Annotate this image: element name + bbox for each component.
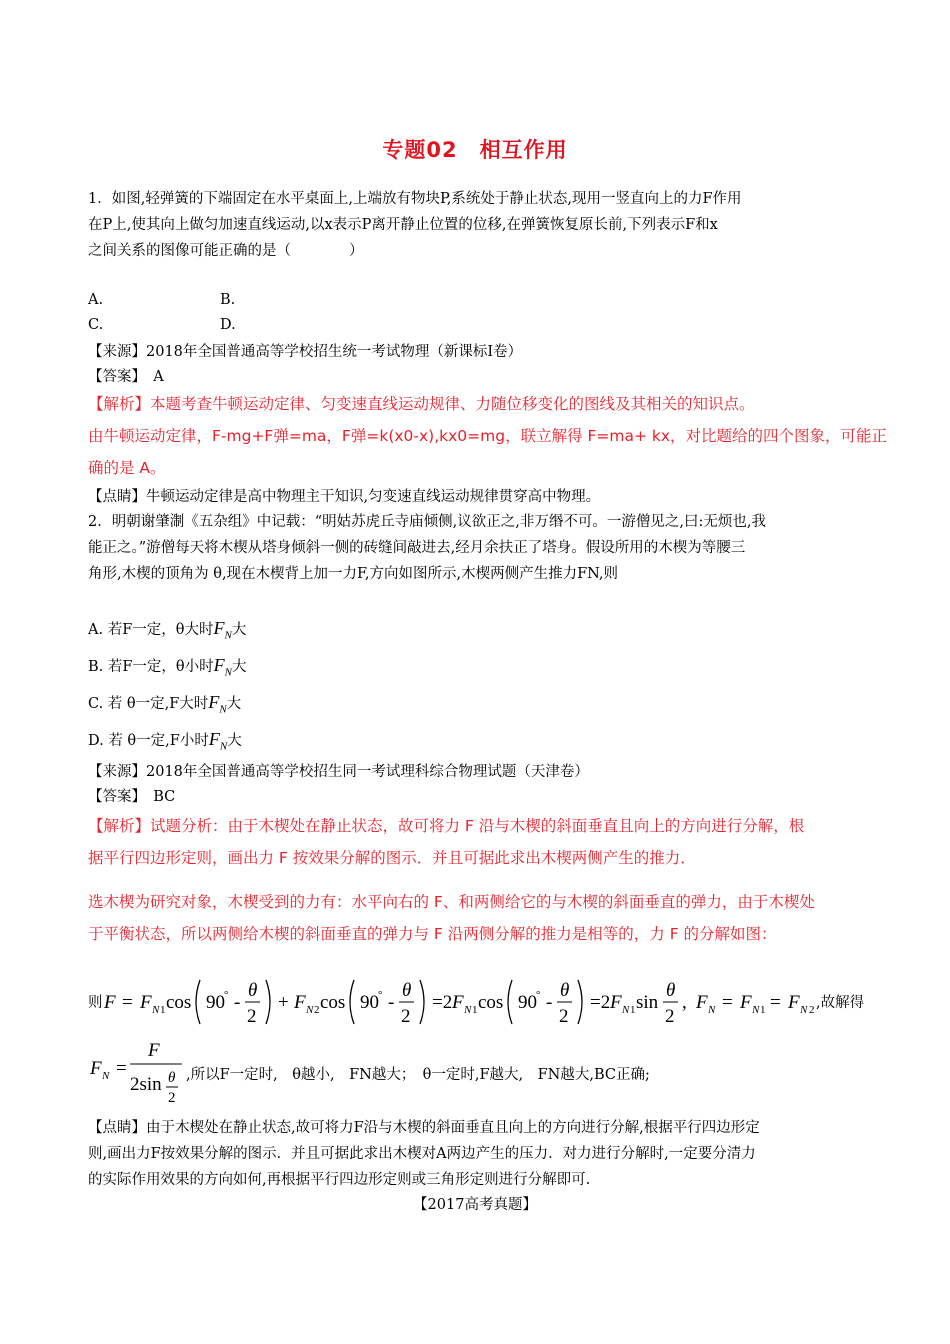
section-heading: 【2017高考真题】 (413, 1197, 537, 1213)
q2-analysis-line: 据平行四边形定则，画出力 F 按效果分解的图示．并且可据此求出木楔两侧产生的推力． (88, 849, 696, 867)
q1-text (88, 186, 742, 264)
q1-line: 之间关系的图像可能正确的是（ ） (88, 243, 364, 259)
eq2-text: ,所以F一定时, θ越小, FN越大； θ一定时,F越大, FN越大,BC正确; (186, 1067, 650, 1083)
svg-text:N: N (708, 1004, 716, 1016)
svg-text:N: N (752, 1004, 760, 1016)
q1-line: 在P上,使其向上做匀加速直线运动,以x表示P离开静止位置的位移,在弹簧恢复原长前,下列表示F和x (88, 217, 718, 233)
q2-analysis-line: 【解析】试题分析：由于木楔处在静止状态，故可将力 F 沿与木楔的斜面垂直且向上的方向进行分解，根 (88, 817, 805, 835)
svg-text:N: N (464, 1004, 472, 1016)
svg-text:-: - (388, 992, 395, 1013)
svg-text:=: = (116, 1058, 127, 1079)
q1-option-b: B. (220, 292, 236, 308)
svg-text:°: ° (224, 989, 229, 1001)
q2-comment-line: 则,画出力F按效果分解的图示．并且可据此求出木楔对A两边产生的压力．对力进行分解时,一定要分清力 (88, 1146, 756, 1162)
svg-text:1: 1 (160, 1004, 166, 1016)
svg-text:N: N (622, 1004, 630, 1016)
q1-analysis-line: 由牛顿运动定律，F-mg+F弹=ma，F弹=k(x0-x),kx0=mg，联立解得 F=ma+ kx，对比题给的四个图象，可能正 (88, 427, 888, 445)
q2-comment-line: 的实际作用效果的方向如何,再根据平行四边形定则或三角形定则进行分解即可. (88, 1172, 591, 1188)
svg-text:θ: θ (402, 980, 412, 1001)
svg-text:F: F (788, 992, 800, 1013)
q2-analysis (88, 810, 815, 950)
q2-comment (88, 1115, 760, 1193)
svg-text:,: , (682, 992, 687, 1013)
svg-text:cos: cos (478, 992, 504, 1013)
q1-answer: 【答案】 A (88, 369, 164, 385)
q2-comment-line: 【点睛】由于木楔处在静止状态,故可将力F沿与木楔的斜面垂直且向上的方向进行分解,根据平行四边形定 (88, 1120, 760, 1136)
svg-text:N: N (800, 1004, 808, 1016)
svg-text:2: 2 (665, 1006, 675, 1027)
q2-analysis-line: 选木楔为研究对象，木楔受到的力有：水平向右的 F、和两侧给它的与木楔的斜面垂直的弹力，由于木楔处 (88, 893, 815, 911)
svg-text:2: 2 (247, 1006, 257, 1027)
svg-text:F: F (740, 992, 752, 1013)
q2-option-c: C. 若 θ一定,F大时$F_N$大 (88, 692, 242, 716)
svg-text:F: F (696, 992, 708, 1013)
svg-text:-: - (546, 992, 553, 1013)
svg-text:1: 1 (472, 1004, 478, 1016)
svg-text:=2: =2 (432, 992, 453, 1013)
svg-text:=: = (770, 992, 781, 1013)
svg-text:F: F (148, 1040, 160, 1061)
q2-option-d: D. 若 θ一定,F小时$F_N$大 (88, 729, 242, 753)
q2-line: 能正之。”游僧每天将木楔从塔身倾斜一侧的砖缝间敲进去,经月余扶正了塔身。假设所用的木楔为等腰三 (88, 540, 746, 556)
svg-text:1: 1 (630, 1004, 636, 1016)
svg-text:F: F (140, 992, 152, 1013)
svg-text:-: - (234, 992, 241, 1013)
svg-text:90: 90 (360, 992, 379, 1013)
q1-analysis-line: 确的是 A。 (88, 459, 166, 477)
eq1-prefix: 则 (88, 995, 103, 1011)
svg-text:+: + (278, 992, 289, 1013)
svg-text:°: ° (378, 989, 383, 1001)
svg-text:F: F (90, 1058, 102, 1079)
svg-text:2: 2 (401, 1006, 411, 1027)
svg-text:sin: sin (636, 992, 659, 1013)
svg-text:90: 90 (206, 992, 225, 1013)
equation-1 (100, 970, 820, 1030)
svg-text:θ: θ (666, 980, 676, 1001)
svg-text:=: = (122, 992, 133, 1013)
svg-text:F: F (294, 992, 306, 1013)
q1-option-d: D. (220, 317, 236, 333)
q2-line: 角形,木楔的顶角为 θ,现在木楔背上加一力F,方向如图所示,木楔两侧产生推力FN,则 (88, 566, 619, 582)
q2-answer: 【答案】 BC (88, 789, 176, 805)
svg-text:θ: θ (560, 980, 570, 1001)
q1-line: 1．如图,轻弹簧的下端固定在水平桌面上,上端放有物块P,系统处于静止状态,现用一竖直向上的力F作用 (88, 191, 742, 207)
svg-text:N: N (306, 1004, 314, 1016)
svg-text:2: 2 (809, 1004, 815, 1016)
page-title: 专题02 相互作用 (382, 138, 568, 162)
svg-text:cos: cos (320, 992, 346, 1013)
svg-text:cos: cos (166, 992, 192, 1013)
equation-2 (86, 1036, 186, 1116)
svg-text:N: N (152, 1004, 160, 1016)
q2-source: 【来源】2018年全国普通高等学校招生同一考试理科综合物理试题（天津卷） (88, 764, 589, 780)
svg-text:1: 1 (760, 1004, 766, 1016)
q2-option-a: A. 若F一定，θ大时$F_N$大 (88, 618, 247, 642)
q1-comment: 【点睛】牛顿运动定律是高中物理主干知识,匀变速直线运动规律贯穿高中物理。 (88, 489, 601, 505)
svg-text:90: 90 (518, 992, 537, 1013)
eq1-suffix: ,故解得 (816, 995, 865, 1011)
svg-text:N: N (102, 1070, 110, 1082)
svg-text:F: F (452, 992, 464, 1013)
q1-source: 【来源】2018年全国普通高等学校招生统一考试物理（新课标Ⅰ卷） (88, 344, 523, 360)
svg-text:2: 2 (314, 1004, 320, 1016)
q1-option-a: A. (88, 292, 104, 308)
q2-analysis-line: 于平衡状态，所以两侧给木楔的斜面垂直的弹力与 F 沿两侧分解的推力是相等的，力 F 的分解如图： (88, 925, 777, 943)
q1-analysis-line: 【解析】本题考查牛顿运动定律、匀变速直线运动规律、力随位移变化的图线及其相关的知识点。 (88, 395, 755, 413)
q2-text (88, 509, 766, 587)
svg-text:F: F (104, 992, 116, 1013)
svg-text:=2: =2 (590, 992, 611, 1013)
q2-line: 2．明朝谢肇淛《五杂组》中记载：“明姑苏虎丘寺庙倾侧,议欲正之,非万缗不可。一游僧见之,曰:无烦也,我 (88, 514, 766, 530)
q2-option-b: B. 若F一定，θ小时$F_N$大 (88, 655, 247, 679)
svg-text:θ: θ (248, 980, 258, 1001)
q1-option-c: C. (88, 317, 104, 333)
svg-text:=: = (722, 992, 733, 1013)
svg-text:2sin: 2sin (130, 1074, 162, 1095)
svg-text:°: ° (536, 989, 541, 1001)
svg-text:F: F (610, 992, 622, 1013)
svg-text:2: 2 (559, 1006, 569, 1027)
svg-text:θ: θ (168, 1070, 176, 1086)
svg-text:2: 2 (168, 1090, 176, 1106)
q1-analysis (88, 388, 887, 484)
